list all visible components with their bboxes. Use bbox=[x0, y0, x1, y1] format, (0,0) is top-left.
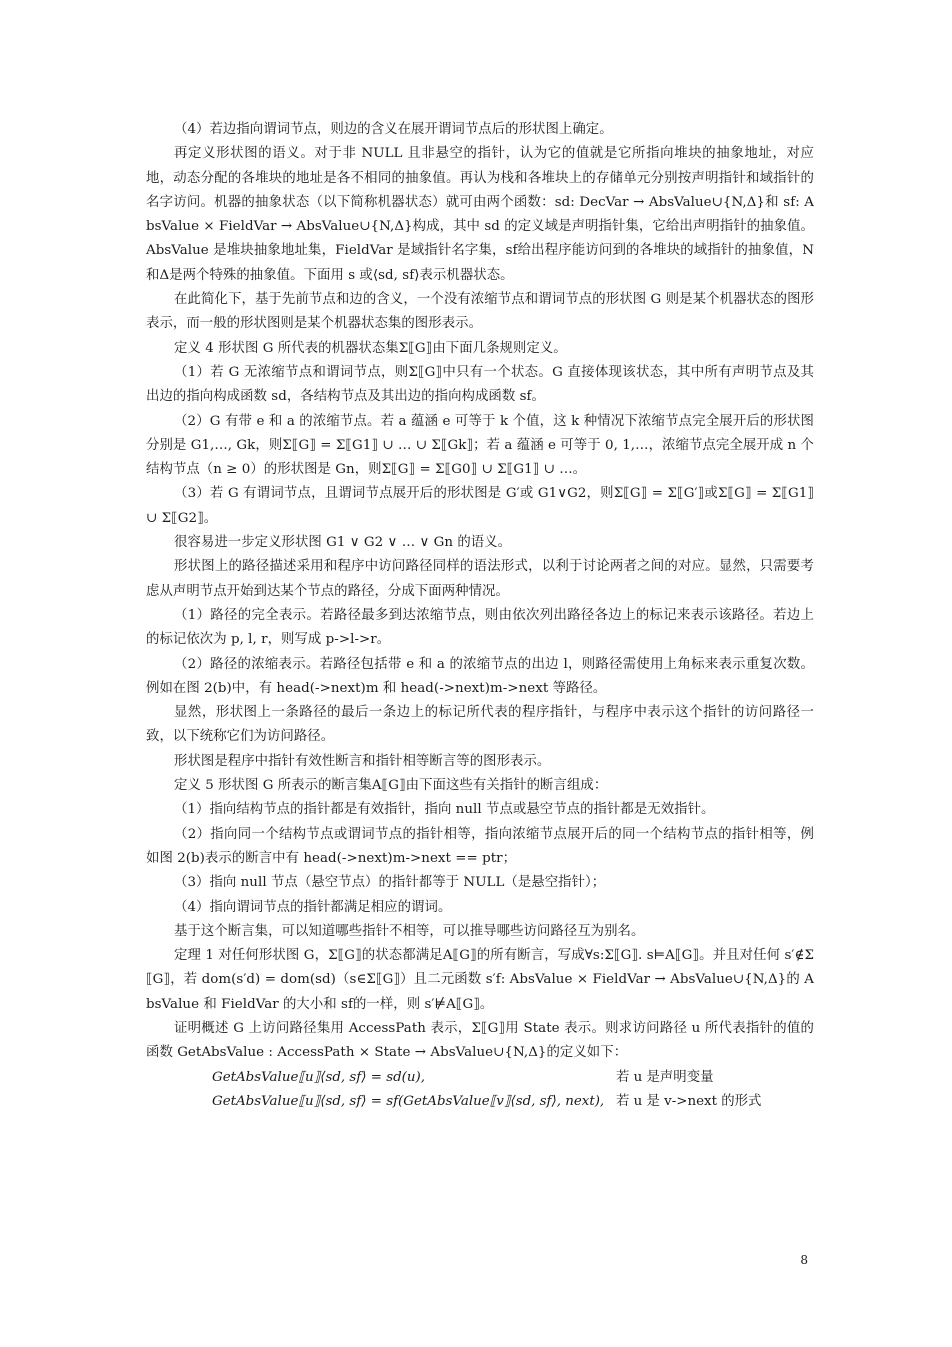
path-condensed-representation: （2）路径的浓缩表示。若路径包括带 e 和 a 的浓缩节点的出边 l，则路径需使用上角标来表示重复次数。例如在图 2(b)中，有 head(->next)m 和 head(->next)m->next 等路径。 bbox=[146, 656, 814, 696]
equation-2: GetAbsValue⟦u⟧⟨sd, sf⟩ = sf(GetAbsValue⟦v⟧⟨sd, sf⟩, next), bbox=[212, 1093, 605, 1109]
paragraph-alias-inference: 基于这个断言集，可以知道哪些指针不相等，可以推导哪些访问路径互为别名。 bbox=[174, 923, 645, 939]
definition-4-rule-3: （3）若 G 有谓词节点，且谓词节点展开后的形状图是 G′或 G1∨G2，则Σ⟦G⟧ = Σ⟦G′⟧或Σ⟦G⟧ = Σ⟦G1⟧ ∪ Σ⟦G2⟧。 bbox=[146, 486, 814, 526]
theorem-1: 定理 1 对任何形状图 G，Σ⟦G⟧的状态都满足A⟦G⟧的所有断言，写成∀s:Σ⟦G⟧. s⊨A⟦G⟧。并且对任何 s′∉Σ⟦G⟧，若 dom(s′d) = dom(sd)（s∈Σ⟦G⟧）且二元函数 s′f: AbsValue × FieldVar → AbsValue∪{N,Δ}的 AbsValue 和 FieldVar 的大小和 sf的一样，则 s′⊭A⟦G⟧。 bbox=[146, 948, 814, 1012]
path-full-representation: （1）路径的完全表示。若路径最多到达浓缩节点，则由依次列出路径各边上的标记来表示该路径。若边上的标记依次为 p, l, r，则写成 p->l->r。 bbox=[146, 607, 814, 648]
paragraph-simplification: 在此简化下，基于先前节点和边的含义，一个没有浓缩节点和谓词节点的形状图 G 则是某个机器状态的图形表示，而一般的形状图则是某个机器状态集的图形表示。 bbox=[146, 292, 814, 332]
paragraph-disjunction-semantics: 很容易进一步定义形状图 G1 ∨ G2 ∨ … ∨ Gn 的语义。 bbox=[174, 535, 512, 551]
paragraph-shape-graph-semantics: 再定义形状图的语义。对于非 NULL 且非悬空的指针，认为它的值就是它所指向堆块的抽象地址，对应地，动态分配的各堆块的地址是各不相同的抽象值。再认为栈和各堆块上的存储单元分别按声明指针和域指针的名字访问。机器的抽象状态（以下简称机器状态）就可由两个函数：sd: DecVar → AbsValue∪{N,Δ}和 sf: AbsValue × FieldVar → AbsValue∪{N,Δ}构成，其中 sd 的定义域是声明指针集，它给出声明指针的抽象值。AbsValue 是堆块抽象地址集，FieldVar 是域指针名字集，sf给出程序能访问到的各堆块的域指针的抽象值，N和Δ是两个特殊的抽象值。下面用 s 或⟨sd, sf⟩表示机器状态。 bbox=[146, 146, 814, 283]
paragraph-assertions: 形状图是程序中指针有效性断言和指针相等断言等的图形表示。 bbox=[174, 753, 551, 769]
equation-1: GetAbsValue⟦u⟧⟨sd, sf⟩ = sd(u), bbox=[212, 1069, 425, 1085]
equation-row-2 bbox=[146, 1090, 814, 1114]
definition-5-rule-4: （4）指向谓词节点的指针都满足相应的谓词。 bbox=[174, 899, 452, 915]
proof-sketch: 证明概述 G 上访问路径集用 AccessPath 表示，Σ⟦G⟧用 State 表示。则求访问路径 u 所代表指针的值的函数 GetAbsValue : AccessPath × State → AbsValue∪{N,Δ}的定义如下： bbox=[146, 1020, 814, 1061]
definition-5-rule-1: （1）指向结构节点的指针都是有效指针，指向 null 节点或悬空节点的指针都是无效指针。 bbox=[174, 802, 715, 818]
equation-2-condition: 若 u 是 v->next 的形式 bbox=[616, 1093, 762, 1109]
definition-5: 定义 5 形状图 G 所表示的断言集A⟦G⟧由下面这些有关指针的断言组成： bbox=[174, 778, 608, 794]
equation-row-1 bbox=[146, 1066, 814, 1090]
paragraph-path-description: 形状图上的路径描述采用和程序中访问路径同样的语法形式，以利于讨论两者之间的对应。显然，只需要考虑从声明节点开始到达某个节点的路径，分成下面两种情况。 bbox=[146, 559, 814, 599]
equation-1-condition: 若 u 是声明变量 bbox=[616, 1069, 714, 1085]
page-body bbox=[146, 118, 814, 1114]
definition-4: 定义 4 形状图 G 所代表的机器状态集Σ⟦G⟧由下面几条规则定义。 bbox=[174, 340, 567, 356]
definition-4-rule-1: （1）若 G 无浓缩节点和谓词节点，则Σ⟦G⟧中只有一个状态。G 直接体现该状态，其中所有声明节点及其出边的指向构成函数 sd，各结构节点及其出边的指向构成函数 sf。 bbox=[146, 364, 814, 405]
paragraph-access-path: 显然，形状图上一条路径的最后一条边上的标记所代表的程序指针，与程序中表示这个指针的访问路径一致，以下统称它们为访问路径。 bbox=[146, 705, 814, 745]
definition-5-rule-2: （2）指向同一个结构节点或谓词节点的指针相等，指向浓缩节点展开后的同一个结构节点的指针相等，例如图 2(b)表示的断言中有 head(->next)m->next == ptr； bbox=[146, 826, 814, 866]
definition-5-rule-3: （3）指向 null 节点（悬空节点）的指针都等于 NULL（是悬空指针）； bbox=[174, 875, 606, 891]
page-number: 8 bbox=[800, 1253, 808, 1267]
definition-4-rule-2: （2）G 有带 e 和 a 的浓缩节点。若 a 蕴涵 e 可等于 k 个值，这 k 种情况下浓缩节点完全展开后的形状图分别是 G1,…, Gk，则Σ⟦G⟧ = Σ⟦G1⟧ ∪ … ∪ Σ⟦Gk⟧；若 a 蕴涵 e 可等于 0, 1,…，浓缩节点完全展开成 n 个结构节点（n ≥ 0）的形状图是 Gn，则Σ⟦G⟧ = Σ⟦G0⟧ ∪ Σ⟦G1⟧ ∪ …。 bbox=[146, 413, 814, 478]
paragraph-edge-predicate: （4）若边指向谓词节点，则边的含义在展开谓词节点后的形状图上确定。 bbox=[174, 122, 613, 137]
